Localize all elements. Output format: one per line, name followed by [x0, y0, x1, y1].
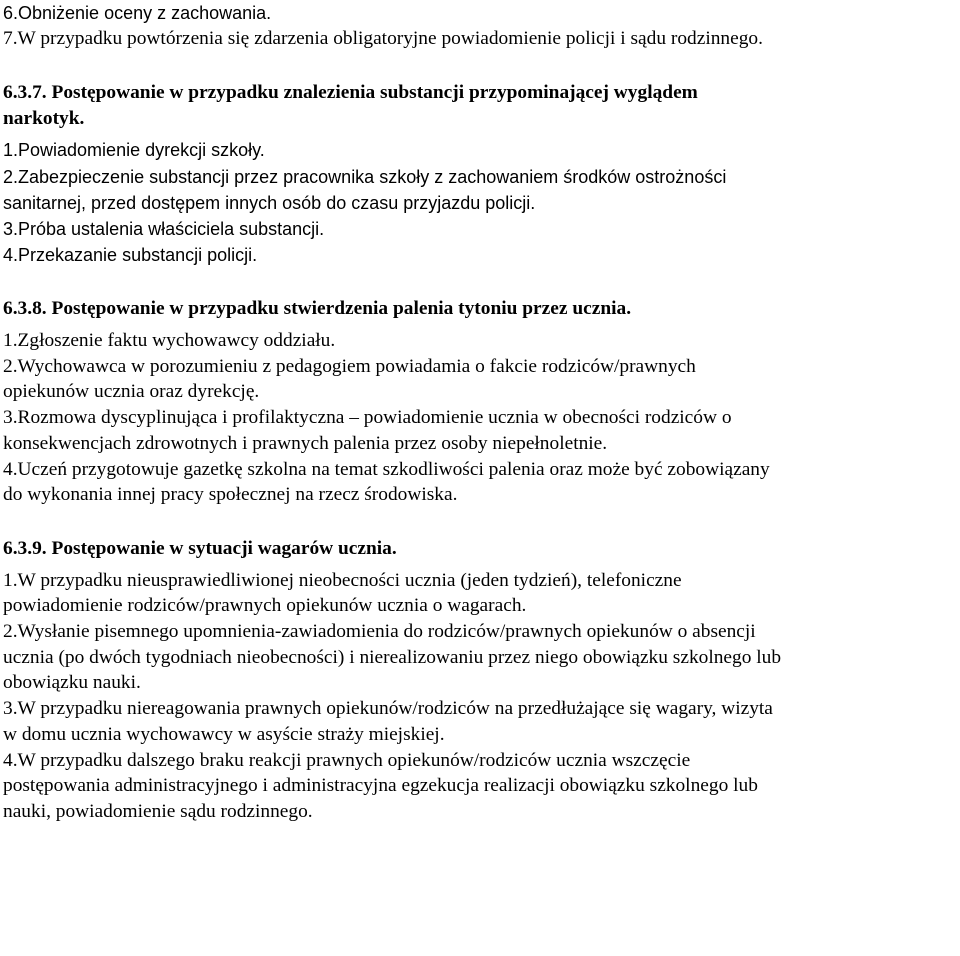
- section-heading-continued: narkotyk.: [3, 107, 85, 129]
- list-item-continued: nauki, powiadomienie sądu rodzinnego.: [3, 800, 313, 822]
- list-item: 4.Przekazanie substancji policji.: [3, 245, 258, 266]
- list-item-continued: postępowania administracyjnego i administracyjna egzekucja realizacji obowiązku szkolnego lub: [3, 775, 758, 797]
- list-item-continued: konsekwencjach zdrowotnych i prawnych palenia przez osoby niepełnoletnie.: [3, 432, 608, 454]
- spacer: [3, 268, 958, 296]
- list-item: 6.Obniżenie oceny z zachowania.: [3, 3, 272, 23]
- list-item: 1.Zgłoszenie faktu wychowawcy oddziału.: [3, 330, 336, 352]
- spacer: [3, 508, 958, 536]
- list-item: 4.Uczeń przygotowuje gazetkę szkolna na temat szkodliwości palenia oraz może być zobowiązany: [3, 458, 770, 480]
- list-item: 3.Próba ustalenia właściciela substancji.: [3, 218, 325, 239]
- list-item: 2.Wychowawca w porozumieniu z pedagogiem powiadamia o fakcie rodziców/prawnych: [3, 355, 696, 377]
- list-item-continued: w domu ucznia wychowawcy w asyście straży miejskiej.: [3, 723, 445, 745]
- list-item-continued: do wykonania innej pracy społecznej na rzecz środowiska.: [3, 484, 458, 506]
- section-6-3-8: [3, 296, 958, 508]
- list-item-continued: sanitarnej, przed dostępem innych osób do czasu przyjazdu policji.: [3, 192, 536, 213]
- top-items: [3, 0, 958, 52]
- list-item: 1.W przypadku nieusprawiedliwionej nieobecności ucznia (jeden tydzień), telefoniczne: [3, 569, 682, 591]
- list-item: 3.Rozmowa dyscyplinująca i profilaktyczna – powiadomienie ucznia w obecności rodziców o: [3, 407, 732, 429]
- list-item-continued: obowiązku nauki.: [3, 672, 141, 694]
- list-item-continued: opiekunów ucznia oraz dyrekcję.: [3, 381, 260, 403]
- list-item: 2.Zabezpieczenie substancji przez pracownika szkoły z zachowaniem środków ostrożności: [3, 166, 727, 187]
- spacer: [3, 52, 958, 80]
- list-item: 1.Powiadomienie dyrekcji szkoły.: [3, 140, 265, 161]
- list-item: 3.W przypadku niereagowania prawnych opiekunów/rodziców na przedłużające się wagary, wizyta: [3, 698, 773, 720]
- document-page: [3, 0, 958, 825]
- list-item: 2.Wysłanie pisemnego upomnienia-zawiadomienia do rodziców/prawnych opiekunów o absencji: [3, 621, 756, 643]
- section-heading: 6.3.7. Postępowanie w przypadku znalezienia substancji przypominającej wyglądem: [3, 81, 698, 103]
- list-item: 4.W przypadku dalszego braku reakcji prawnych opiekunów/rodziców ucznia wszczęcie: [3, 749, 691, 771]
- section-heading: 6.3.9. Postępowanie w sytuacji wagarów ucznia.: [3, 537, 397, 559]
- list-item-continued: ucznia (po dwóch tygodniach nieobecności) i nierealizowaniu przez niego obowiązku szkolnego lub: [3, 646, 782, 668]
- section-heading: 6.3.8. Postępowanie w przypadku stwierdzenia palenia tytoniu przez ucznia.: [3, 298, 632, 320]
- section-6-3-7: [3, 80, 958, 268]
- list-item: 7.W przypadku powtórzenia się zdarzenia obligatoryjne powiadomienie policji i sądu rodzinnego.: [3, 28, 763, 50]
- list-item-continued: powiadomienie rodziców/prawnych opiekunów ucznia o wagarach.: [3, 595, 527, 617]
- section-6-3-9: [3, 536, 958, 825]
